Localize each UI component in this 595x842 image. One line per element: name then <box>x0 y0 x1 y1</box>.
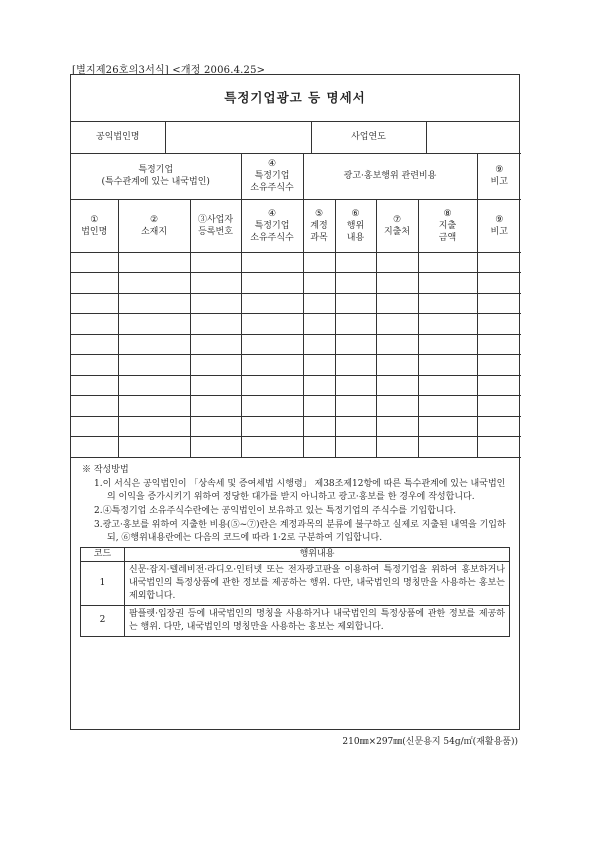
instruction-1: 1.이 서식은 공익법인이 「상속세 및 증여세법 시행령」 제38조제12항에 따른 특수관계에 있는 내국법인의 이익을 증가시키기 위하여 정당한 대가를 받지 아니하고 광고·홍보를 한 경우에 작성합니다. <box>94 478 506 502</box>
table-cell[interactable] <box>190 273 241 294</box>
remarks-col-header-line-1: ⑨ <box>495 214 504 225</box>
payee-header <box>376 200 418 252</box>
code-2-desc: 팜플렛·입장권 등에 내국법인의 명칭을 사용하거나 내국법인의 특정상품에 관한 정보를 제공하는 행위. 다만, 내국법인의 명칭만을 사용하는 홍보는 제외합니다. <box>125 605 510 636</box>
location-header <box>118 200 190 252</box>
detail-table <box>71 200 521 458</box>
code-2: 2 <box>81 605 125 636</box>
code-1: 1 <box>81 561 125 605</box>
payee-header-line-2: 지출처 <box>383 226 411 237</box>
table-cell[interactable] <box>71 416 118 437</box>
table-cell[interactable] <box>376 273 418 294</box>
specific-company-header <box>71 154 241 200</box>
table-cell[interactable] <box>71 273 118 294</box>
table-cell[interactable] <box>376 293 418 314</box>
table-cell[interactable] <box>118 334 190 355</box>
remarks-col-header <box>477 200 521 252</box>
fiscal-year-field[interactable] <box>426 122 521 153</box>
specific-company-label: 특정기업 <box>138 165 174 176</box>
table-cell[interactable] <box>190 293 241 314</box>
related-domestic-corp-label: (특수관계에 있는 내국법인) <box>101 177 210 188</box>
table-cell[interactable] <box>418 273 477 294</box>
account-header-line-3: 과목 <box>310 232 328 243</box>
activity-header-line-1: ⑥ <box>351 208 360 219</box>
activity-header: 행위내용 <box>125 547 510 561</box>
table-cell[interactable] <box>303 252 335 273</box>
account-header-line-1: ⑤ <box>314 208 324 219</box>
remarks-label: 비고 <box>490 177 508 188</box>
shares-header <box>241 154 303 200</box>
table-cell[interactable] <box>118 252 190 273</box>
table-row <box>71 396 521 417</box>
table-cell[interactable] <box>118 396 190 417</box>
account-header-line-2: 계정 <box>310 220 328 231</box>
table-cell[interactable] <box>303 396 335 417</box>
table-cell[interactable] <box>418 293 477 314</box>
table-cell[interactable] <box>71 314 118 335</box>
activity-header-line-2: 행위 <box>346 220 365 231</box>
table-cell[interactable] <box>335 355 376 376</box>
paper-spec: 210㎜×297㎜(신문용지 54g/㎡(재활용품)) <box>342 737 518 747</box>
shares-label-b: 소유주식수 <box>250 183 294 194</box>
remarks-header <box>477 154 521 200</box>
table-row <box>71 273 521 294</box>
table-cell[interactable] <box>477 355 521 376</box>
amount-header <box>418 200 477 252</box>
table-cell[interactable] <box>376 314 418 335</box>
table-cell[interactable] <box>190 355 241 376</box>
table-cell[interactable] <box>190 416 241 437</box>
instructions <box>71 458 519 637</box>
table-cell[interactable] <box>335 293 376 314</box>
table-cell[interactable] <box>335 334 376 355</box>
corp-name-header-line-1: ① <box>90 214 99 225</box>
form-title: 특정기업광고 등 명세서 <box>71 75 519 122</box>
table-row <box>71 437 521 458</box>
table-cell[interactable] <box>418 355 477 376</box>
biz-reg-no-header-line-1: ③사업자 <box>197 214 234 225</box>
code-row-1 <box>81 561 510 605</box>
table-cell[interactable] <box>118 437 190 458</box>
table-cell[interactable] <box>190 334 241 355</box>
table-row <box>71 355 521 376</box>
amount-header-line-1: ⑧ <box>443 208 452 219</box>
activity-header-line-3: 내용 <box>346 232 365 243</box>
table-cell[interactable] <box>303 273 335 294</box>
entity-info-table <box>71 122 521 154</box>
instructions-heading: ※ 작성방법 <box>82 464 129 475</box>
shares-owned-header-line-1: ④ <box>267 208 277 219</box>
table-cell[interactable] <box>303 437 335 458</box>
amount-header-line-3: 금액 <box>438 232 457 243</box>
table-cell[interactable] <box>335 375 376 396</box>
table-cell[interactable] <box>190 396 241 417</box>
table-cell[interactable] <box>335 396 376 417</box>
shares-owned-header-line-2: 특정기업 <box>254 220 290 231</box>
table-row <box>71 293 521 314</box>
table-cell[interactable] <box>71 375 118 396</box>
table-cell[interactable] <box>418 396 477 417</box>
table-cell[interactable] <box>241 437 303 458</box>
statement-form <box>70 74 520 730</box>
table-cell[interactable] <box>71 437 118 458</box>
table-cell[interactable] <box>477 252 521 273</box>
table-cell[interactable] <box>335 252 376 273</box>
table-cell[interactable] <box>477 314 521 335</box>
code-row-2 <box>81 605 510 636</box>
shares-owned-header <box>241 200 303 252</box>
shares-label-a: 특정기업 <box>254 171 290 182</box>
table-cell[interactable] <box>118 293 190 314</box>
table-cell[interactable] <box>477 334 521 355</box>
location-header-line-1: ② <box>149 214 159 225</box>
header-row-1 <box>71 154 521 201</box>
table-cell[interactable] <box>418 416 477 437</box>
payee-header-line-1: ⑦ <box>392 214 402 225</box>
table-cell[interactable] <box>118 314 190 335</box>
table-cell[interactable] <box>335 437 376 458</box>
table-cell[interactable] <box>71 293 118 314</box>
code-table <box>80 547 510 637</box>
table-cell[interactable] <box>418 334 477 355</box>
table-cell[interactable] <box>71 355 118 376</box>
table-cell[interactable] <box>118 273 190 294</box>
table-cell[interactable] <box>303 293 335 314</box>
code-header: 코드 <box>81 547 125 561</box>
ad-costs-header: 광고·홍보행위 관련비용 <box>303 154 477 200</box>
table-cell[interactable] <box>190 314 241 335</box>
table-cell[interactable] <box>71 334 118 355</box>
table-cell[interactable] <box>241 355 303 376</box>
instruction-2: 2.④특정기업 소유주식수란에는 공익법인이 보유하고 있는 특정기업의 주식수를 기입합니다. <box>94 505 457 516</box>
table-cell[interactable] <box>303 355 335 376</box>
table-cell[interactable] <box>376 416 418 437</box>
corp-name-field[interactable] <box>165 122 311 153</box>
table-cell[interactable] <box>418 437 477 458</box>
table-cell[interactable] <box>303 314 335 335</box>
form-reference: [별지제26호의3서식] <개정 2006.4.25> <box>72 65 266 76</box>
table-row <box>71 416 521 437</box>
location-header-line-2: 소재지 <box>140 226 168 237</box>
table-row <box>71 334 521 355</box>
table-cell[interactable] <box>303 416 335 437</box>
biz-reg-no-header-line-2: 등록번호 <box>198 226 233 237</box>
shares-owned-header-line-3: 소유주식수 <box>250 232 294 243</box>
account-header <box>303 200 335 252</box>
table-cell[interactable] <box>376 252 418 273</box>
table-cell[interactable] <box>71 396 118 417</box>
table-cell[interactable] <box>335 416 376 437</box>
table-cell[interactable] <box>118 355 190 376</box>
table-cell[interactable] <box>477 416 521 437</box>
corp-name-label: 공익법인명 <box>71 122 165 153</box>
corp-name-header <box>71 200 118 252</box>
table-row <box>71 314 521 335</box>
amount-header-line-2: 지출 <box>438 220 457 231</box>
table-cell[interactable] <box>190 437 241 458</box>
table-cell[interactable] <box>190 375 241 396</box>
fiscal-year-label: 사업연도 <box>311 122 426 153</box>
table-cell[interactable] <box>477 375 521 396</box>
table-cell[interactable] <box>376 355 418 376</box>
table-cell[interactable] <box>241 334 303 355</box>
table-cell[interactable] <box>303 375 335 396</box>
table-cell[interactable] <box>118 375 190 396</box>
table-cell[interactable] <box>376 437 418 458</box>
num-4: ④ <box>267 159 277 170</box>
num-9: ⑨ <box>495 165 504 176</box>
table-cell[interactable] <box>418 375 477 396</box>
table-row <box>71 375 521 396</box>
biz-reg-no-header <box>190 200 241 252</box>
table-cell[interactable] <box>118 416 190 437</box>
table-cell[interactable] <box>303 334 335 355</box>
table-cell[interactable] <box>376 375 418 396</box>
remarks-col-header-line-2: 비고 <box>490 226 508 237</box>
table-cell[interactable] <box>335 273 376 294</box>
table-cell[interactable] <box>335 314 376 335</box>
table-cell[interactable] <box>477 437 521 458</box>
table-cell[interactable] <box>477 293 521 314</box>
detail-header-row <box>71 200 521 252</box>
activity-header <box>335 200 376 252</box>
table-row <box>71 252 521 273</box>
code-1-desc: 신문·잡지·텔레비전·라디오·인터넷 또는 전자광고판을 이용하여 특정기업을 위하여 홍보하거나 내국법인의 특정상품에 관한 정보를 제공하는 행위. 다만, 내국법인의 명칭만을 사용하는 홍보는 제외합니다. <box>125 561 510 605</box>
table-cell[interactable] <box>241 252 303 273</box>
table-cell[interactable] <box>241 416 303 437</box>
table-cell[interactable] <box>376 396 418 417</box>
corp-name-header-line-2: 법인명 <box>81 226 108 237</box>
table-cell[interactable] <box>418 252 477 273</box>
table-cell[interactable] <box>477 273 521 294</box>
table-cell[interactable] <box>241 375 303 396</box>
table-cell[interactable] <box>477 396 521 417</box>
table-cell[interactable] <box>71 252 118 273</box>
table-cell[interactable] <box>241 314 303 335</box>
table-cell[interactable] <box>241 396 303 417</box>
instruction-3: 3.광고·홍보를 위하여 지출한 비용(⑤~⑦)란은 계정과목의 분류에 불구하고 실제로 지출된 내역을 기입하되, ⑥행위내용란에는 다음의 코드에 따라 1·2로 구분하여 기입합니다. <box>94 519 506 543</box>
table-cell[interactable] <box>241 293 303 314</box>
table-cell[interactable] <box>418 314 477 335</box>
table-cell[interactable] <box>376 334 418 355</box>
table-cell[interactable] <box>190 252 241 273</box>
table-cell[interactable] <box>241 273 303 294</box>
